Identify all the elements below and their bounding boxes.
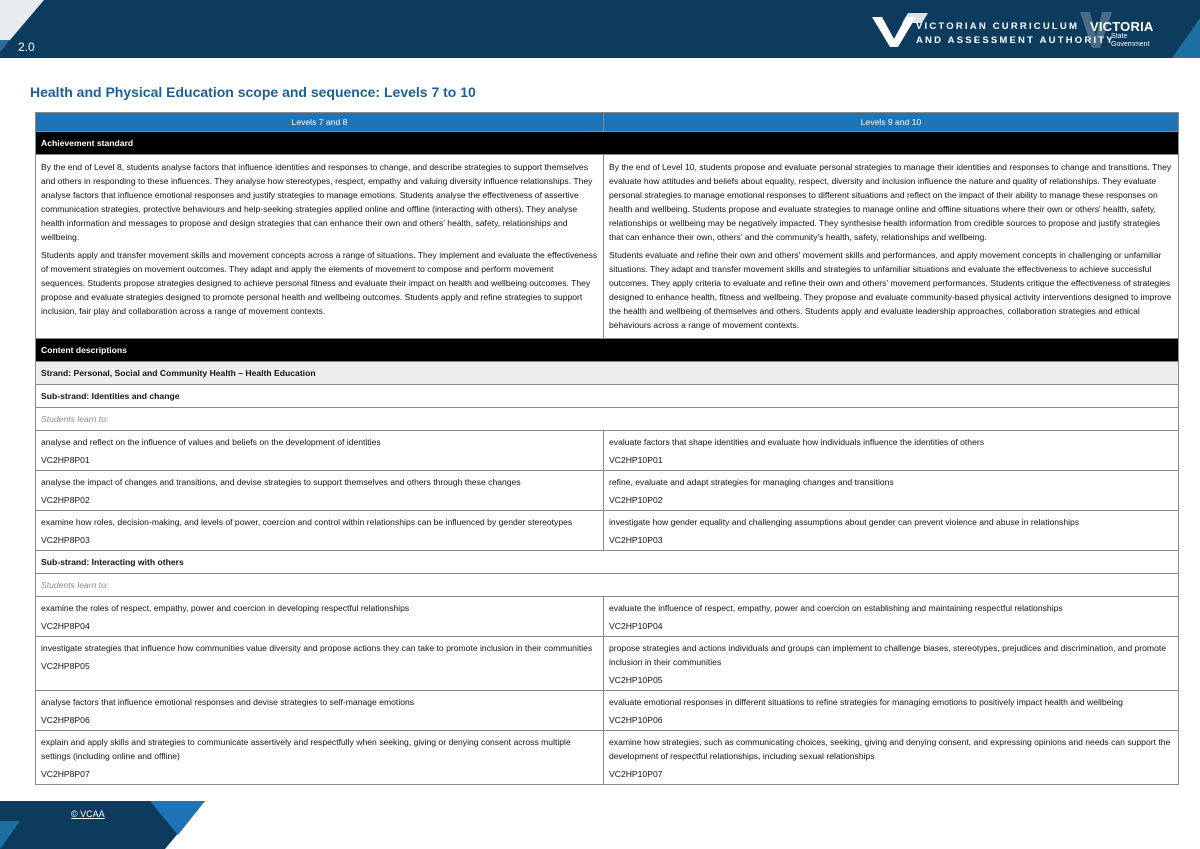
description-text: evaluate emotional responses in different situations to refine strategies for managing emotions to positively impact health and wellbeing <box>609 697 1123 707</box>
table-row <box>36 637 1179 691</box>
substrand-row <box>36 551 1179 574</box>
content-description <box>604 431 1179 471</box>
column-header-levels-7-8: Levels 7 and 8 <box>36 113 604 132</box>
content-code: VC2HP10P07 <box>609 769 663 779</box>
table-row <box>36 511 1179 551</box>
content-description <box>604 637 1179 691</box>
strand-row <box>36 362 1179 385</box>
substrand-label: Sub-strand: Identities and change <box>36 385 1179 408</box>
column-header-levels-9-10: Levels 9 and 10 <box>604 113 1179 132</box>
learn-row <box>36 408 1179 431</box>
gov-subtitle <box>1111 33 1150 49</box>
gov-sub-1: State <box>1111 33 1128 40</box>
achievement-paragraph: By the end of Level 8, students analyse factors that influence identities and responses to change, and describe strategies to support themselves and others in responding to these influences. They analyse how stereotypes, respect, empathy and valuing diversity influence relationships. They analyse factors that influence emotional responses and justify strategies to manage emotions. Students analyse the effectiveness of assertive communication strategies, protective behaviours and help-seeking strategies applied online and offline (interacting with others). They analyse health information and messages to propose and design strategies that can enhance their own and others' health, safety, relationships and wellbeing. <box>41 162 593 242</box>
content-code: VC2HP8P02 <box>41 495 90 505</box>
description-text: analyse factors that influence emotional responses and devise strategies to self-manage emotions <box>41 697 415 707</box>
scope-sequence-table <box>35 112 1179 785</box>
content-description <box>36 637 604 691</box>
gov-wordmark: VICTORIA <box>1090 19 1154 34</box>
copyright-link[interactable]: © VCAA <box>71 809 105 819</box>
content-description <box>604 731 1179 785</box>
page-header <box>0 0 1200 58</box>
section-row <box>36 132 1179 155</box>
gov-sub-2: Government <box>1111 41 1150 48</box>
substrand-label: Sub-strand: Interacting with others <box>36 551 1179 574</box>
description-text: evaluate factors that shape identities and evaluate how individuals influence the identities of others <box>609 437 985 447</box>
content-description <box>604 471 1179 511</box>
description-text: examine how strategies, such as communicating choices, seeking, giving and denying consent, and expressing opinions and needs can support the development of respectful relationships, including sexual relationships <box>609 737 1171 761</box>
content-description <box>604 691 1179 731</box>
page-title: Health and Physical Education scope and sequence: Levels 7 to 10 <box>30 84 476 100</box>
description-text: propose strategies and actions individuals and groups can implement to challenge biases, stereotypes, prejudices and discrimination, and promote inclusion in their communities <box>609 643 1167 667</box>
students-learn-label: Students learn to: <box>36 574 1179 597</box>
description-text: investigate strategies that influence how communities value diversity and propose actions they can take to promote inclusion in their communities <box>41 643 593 653</box>
content-code: VC2HP10P02 <box>609 495 663 505</box>
content-code: VC2HP10P01 <box>609 455 663 465</box>
content-code: VC2HP10P06 <box>609 715 663 725</box>
content-code: VC2HP8P01 <box>41 455 90 465</box>
content-code: VC2HP10P04 <box>609 621 663 631</box>
content-description <box>36 731 604 785</box>
achievement-standard-heading: Achievement standard <box>36 132 1179 155</box>
description-text: examine the roles of respect, empathy, power and coercion in developing respectful relationships <box>41 603 410 613</box>
substrand-row <box>36 385 1179 408</box>
content-descriptions-heading: Content descriptions <box>36 339 1179 362</box>
levels-header-row <box>36 113 1179 132</box>
org-line-1: VICTORIAN CURRICULUM <box>916 21 1080 32</box>
description-text: analyse and reflect on the influence of values and beliefs on the development of identities <box>41 437 381 447</box>
org-line-2: AND ASSESSMENT AUTHORITY <box>916 35 1115 46</box>
strand-label: Strand: Personal, Social and Community Health – Health Education <box>36 362 1179 385</box>
achievement-levels-7-8 <box>36 155 604 339</box>
content-code: VC2HP8P06 <box>41 715 90 725</box>
content-description <box>604 597 1179 637</box>
description-text: investigate how gender equality and challenging assumptions about gender can prevent violence and abuse in relationships <box>609 517 1080 527</box>
achievement-paragraph: Students evaluate and refine their own and others' movement skills and performances, and apply movement concepts in challenging or unfamiliar situations. They adapt and transfer movement skills and strategies to unfamiliar situations and evaluate the effectiveness to achieve successful outcomes. They apply criteria to evaluate and refine their own and others' movement performances. Students critique the effectiveness of strategies designed to enhance health, fitness and wellbeing. They propose and evaluate community-based physical activity interventions designed to improve the health and wellbeing of themselves and others. Students apply and evaluate leadership approaches, collaboration strategies and ethical behaviours across a range of movement contexts. <box>609 250 1172 330</box>
description-text: examine how roles, decision-making, and levels of power, coercion and control within relationships can be influenced by gender stereotypes <box>41 517 573 527</box>
table-row <box>36 471 1179 511</box>
content-description <box>36 431 604 471</box>
content-code: VC2HP10P03 <box>609 535 663 545</box>
content-description <box>604 511 1179 551</box>
content-description <box>36 691 604 731</box>
learn-row <box>36 574 1179 597</box>
table-row <box>36 431 1179 471</box>
version-label: 2.0 <box>18 40 35 54</box>
content-code: VC2HP8P07 <box>41 769 90 779</box>
table-row <box>36 597 1179 637</box>
table-row <box>36 691 1179 731</box>
achievement-paragraph: Students apply and transfer movement skills and movement concepts across a range of situations. They implement and evaluate the effectiveness of movement strategies on movement outcomes. They adapt and apply the elements of movement to compose and perform movement sequences. Students propose strategies designed to achieve personal fitness and evaluate their impact on health and wellbeing outcomes. They propose and evaluate strategies designed to promote personal health and wellbeing outcomes. Students apply and refine strategies to support inclusion, fair play and collaboration across a range of movement contexts. <box>41 250 598 316</box>
description-text: analyse the impact of changes and transitions, and devise strategies to support themselves and others through these changes <box>41 477 521 487</box>
table-row <box>36 731 1179 785</box>
students-learn-label: Students learn to: <box>36 408 1179 431</box>
content-description <box>36 511 604 551</box>
description-text: evaluate the influence of respect, empathy, power and coercion on establishing and maintaining respectful relationships <box>609 603 1063 613</box>
description-text: refine, evaluate and adapt strategies for managing changes and transitions <box>609 477 894 487</box>
content-code: VC2HP8P05 <box>41 661 90 671</box>
description-text: explain and apply skills and strategies to communicate assertively and respectfully when seeking, giving or denying consent across multiple settings (including online and offline) <box>41 737 571 761</box>
achievement-levels-9-10 <box>604 155 1179 339</box>
content-code: VC2HP8P03 <box>41 535 90 545</box>
content-code: VC2HP10P05 <box>609 675 663 685</box>
content-code: VC2HP8P04 <box>41 621 90 631</box>
achievement-row <box>36 155 1179 339</box>
section-row <box>36 339 1179 362</box>
achievement-paragraph: By the end of Level 10, students propose and evaluate personal strategies to manage their identities and responses to change and transitions. They evaluate how attitudes and beliefs about equality, respect, diversity and inclusion influence the nature and quality of relationships. They evaluate personal strategies to manage emotional responses to different situations and reflect on the impact of their ability to manage these responses on health and wellbeing. Students propose and evaluate strategies to manage online and offline situations where their own or others' health, safety, relationships or wellbeing may be negatively impacted. They synthesise health information from credible sources to propose and justify strategies that can enhance their own, others' and the community's health, safety, relationships and wellbeing. <box>609 162 1172 242</box>
content-description <box>36 471 604 511</box>
content-description <box>36 597 604 637</box>
